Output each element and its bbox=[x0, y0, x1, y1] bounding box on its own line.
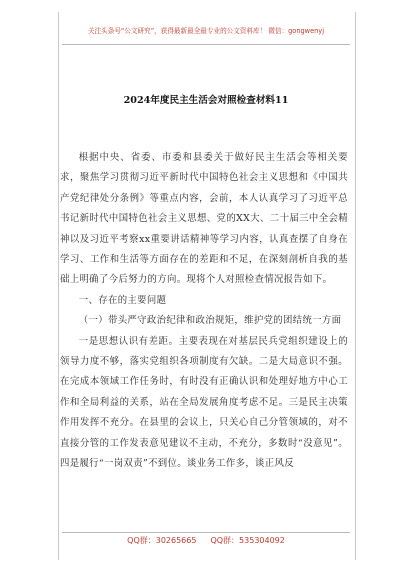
footer-qq-group-2: QQ群：535304092 bbox=[210, 536, 285, 545]
body-paragraph: 一是思想认识有差距。主要表现在对基层民兵党组织建设上的领导力度不够，落实党组织各项制度有欠缺。二是大局意识不强。在完成本领域工作任务时，有时没有正确认识和处理好地方中心工作和全局利益的关系，站在全局发展角度考虑不足。三是民主决策作用发挥不充分。在县里的会议上，只关心自己分管领域的，对不直接分管的工作发表意见建议不主动，不充分，多数时“没意见”。四是履行“一岗双责”不到位。谈业务工作多，谈正风反 bbox=[60, 335, 348, 470]
subsection-heading: （一）带头严守政治纪律和政治规矩，维护党的团结统一方面 bbox=[78, 315, 342, 327]
header-banner: 关注头条号“公文研究”，获得最新最全最专业的公文资料库！ 微信：gongwenyj bbox=[87, 27, 325, 35]
document-title: 2024年度民主生活会对照检查材料11 bbox=[123, 95, 289, 106]
footer-contacts bbox=[60, 535, 352, 547]
footer-divider bbox=[62, 532, 350, 533]
section-heading: 一、存在的主要问题 bbox=[78, 294, 167, 306]
intro-paragraph: 根据中央、省委、市委和县委关于做好民主生活会等相关要求，聚焦学习贯彻习近平新时代中国特色社会主义思想和《中国共产党纪律处分条例》等重点内容，会前，本人认真学习了习近平总书记新时代中国特色社会主义思想、党的XX大、二十届三中全会精神以及习近平考察xx重要讲话精神等学习内容，认真查摆了自身在学习、工作和生活等方面存在的差距和不足，在深刻剖析自我的基础上明确了今后努力的方向。现将个人对照检查情况报告如下。 bbox=[60, 152, 348, 286]
header-divider bbox=[62, 44, 350, 45]
document-body bbox=[60, 148, 348, 475]
footer-qq-group-1: QQ群：30265665 bbox=[127, 536, 197, 545]
